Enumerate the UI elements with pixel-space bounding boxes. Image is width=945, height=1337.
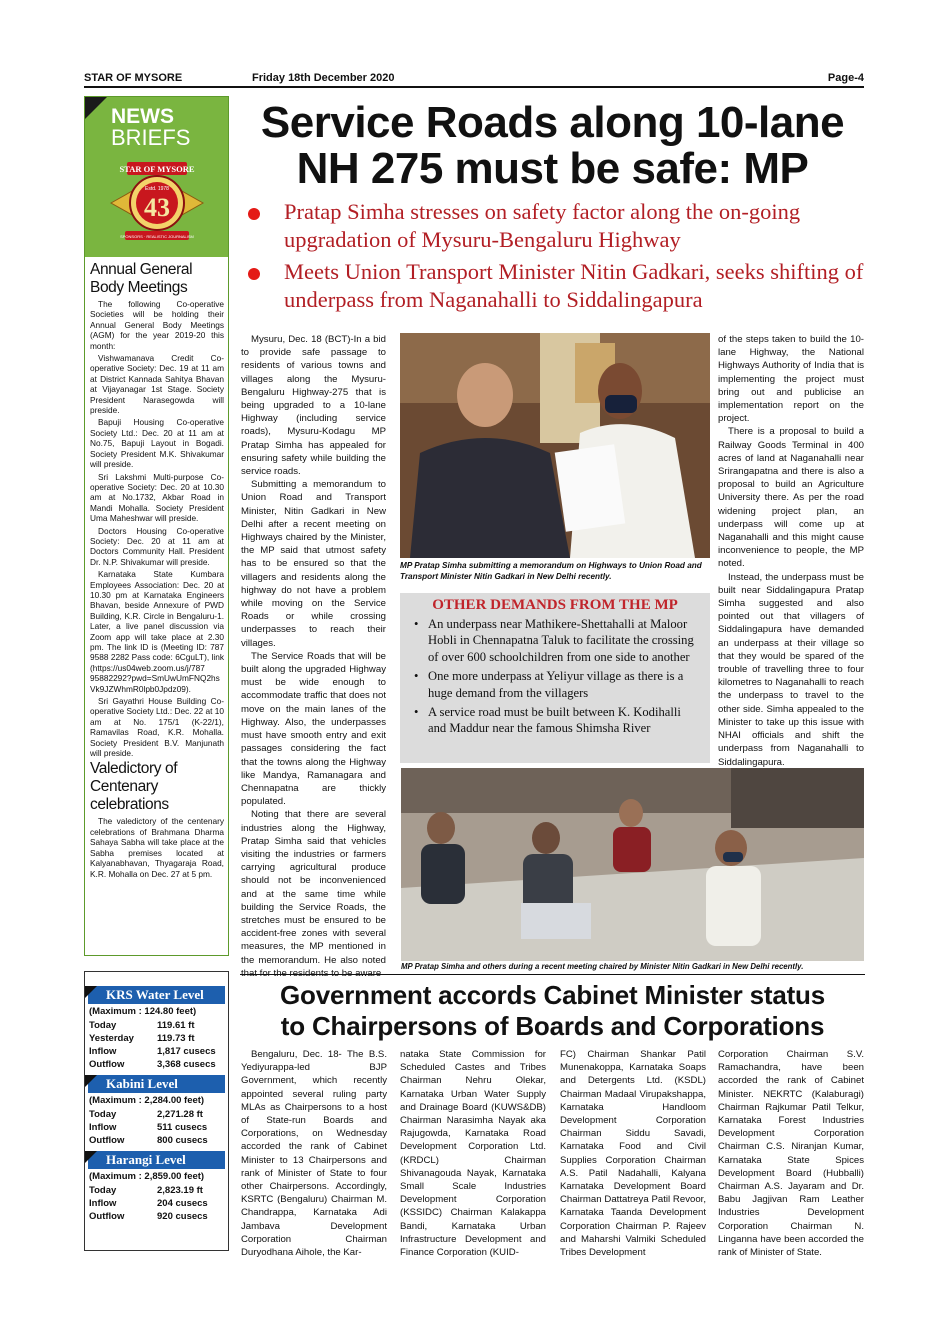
level-row: Inflow 1,817 cusecs bbox=[89, 1046, 216, 1057]
anniversary-badge-icon bbox=[107, 159, 207, 247]
story1-headline: Service Roads along 10-lane NH 275 must be safe: MP bbox=[260, 98, 845, 193]
badge-top-text: STAR OF MYSORE bbox=[119, 164, 195, 174]
bullet-dot-icon bbox=[248, 268, 260, 280]
agm-paragraph: Sri Gayathri House Building Co-operative Society Ltd.: Dec. 22 at 10 am at No. 175/1 (K-22/1), Ramavilas Road, K.R. Mohalla. Society President B.V. Manjunath will preside. bbox=[90, 696, 224, 759]
story1-bullet: Pratap Simha stresses on safety factor along the on-going upgradation of Mysuru-Bengaluru Highway bbox=[248, 198, 868, 254]
other-demands-list bbox=[400, 616, 710, 737]
issue-date: Friday 18th December 2020 bbox=[252, 72, 395, 84]
photo-meeting bbox=[401, 768, 864, 961]
story1-bullet: Meets Union Transport Minister Nitin Gadkari, seeks shifting of underpass from Naganahalli to Siddalingapura bbox=[248, 258, 868, 314]
news-briefs-title: NEWS bbox=[111, 105, 174, 128]
agm-paragraph: Karnataka State Kumbara Employees Association: Dec. 20 at 10.30 pm at Karnataka Engineers Bhavan, beside Annexure of PWD Building, K.R. Circle in Bengaluru-1. Later, a live panel discussion via Zoom app will take place at 2.30 pm. The link ID is (Meeting ID: 787 9588 2282 Pass code: 6CguLT), link (https://us04web.zoom.us/j/787 95882292?pwd=SmUwUmFNQ2hs Vk9JZWhmR0lpb0Jpdz09). bbox=[90, 569, 224, 694]
story1-column-1: Mysuru, Dec. 18 (BCT)-In a bid to provide safe passage to residents of various towns and villages along the Mysuru-Bengaluru Highway-275 that is being upgraded to a 10-lane Highway (including service roads), Mysuru-Kodagu MP Pratap Simha has appealed for ensuring safety while building the service roads. Submitting a memorandum to Union Road and Transport Minister, Nitin Gadkari in New Delhi after a recent meeting on Highways chaired by the Minister, the MP said that utmost safety has to be ensured so that the villagers and residents along the highway do not have a problem while moving on the Service Roads or while crossing underpasses to reach their villages. The Service Roads that will be built along the upgraded Highway must be wide enough to accommodate traffic that does not move on the main lanes of the Highway. Also, the underpasses must have smooth entry and exit passages considering the fact that the towns along the Highway like Mandya, Ramanagara and Chennapatna are thickly populated. Noting that there are several industries along the Highway, Pratap Simha said that vehicles visiting the industries or farmers carrying agricultural produce should not be inconvenienced and at the same time while building the Service Roads, the stretches must be ensured to be accident-free zones with several measures, the MP mentioned in the memorandum. He also noted bbox=[241, 334, 386, 966]
level-row: Outflow 3,368 cusecs bbox=[89, 1059, 216, 1070]
badge-estd-text: Estd. 1978 bbox=[145, 186, 169, 192]
photo-meeting-image bbox=[401, 768, 864, 961]
agm-paragraph: Bapuji Housing Co-operative Society Ltd.: Dec. 20 at 11 am at No.75, Bapuji Layout in Bogadi. Society President M.K. Shivakumar will preside. bbox=[90, 417, 224, 470]
story2-column-4: Corporation Chairman S.V. Ramachandra, have been accorded the rank of Cabinet Minister. NEKRTC (Kalaburagi) Chairman Rajkumar Patil Telkur, Karnataka Forest Industries Development Corporation Chairman C.S. Niranjan Kumar, Karnataka State Spices Development Board (Hubballi) Chairman A.S. Jayaram and Dr. Babu Jagjivan Ram Leather Industries Development Corporation Chairman N. Linganna have been accorded the rank of Minister of State. bbox=[718, 1049, 864, 1259]
news-briefs-body bbox=[90, 261, 224, 881]
water-levels-panel bbox=[84, 971, 229, 1251]
list-item: • One more underpass at Yeliyur village as there is a huge demand from the villagers bbox=[414, 668, 698, 701]
badge-number: 43 bbox=[144, 193, 170, 222]
valedictory-heading: Valedictory of Centenary celebrations bbox=[90, 760, 178, 814]
level-row: Inflow 511 cusecs bbox=[89, 1122, 208, 1133]
photo-memorandum-image bbox=[400, 333, 710, 558]
level-row: Outflow 800 cusecs bbox=[89, 1135, 208, 1146]
harangi-level-title: Harangi Level bbox=[88, 1151, 225, 1169]
section-divider bbox=[240, 974, 865, 975]
page-number: Page-4 bbox=[827, 72, 864, 84]
level-row: Today 2,823.19 ft bbox=[89, 1185, 203, 1196]
agm-paragraph: Vishwamanava Credit Co-operative Society: Dec. 19 at 11 am at District Kannada Sahitya Bhavan at Vijayanagar 1st Stage. Society President Narasegowda will preside. bbox=[90, 353, 224, 416]
kabini-level-title: Kabini Level bbox=[88, 1075, 225, 1093]
level-row: Today 119.61 ft bbox=[89, 1020, 195, 1031]
masthead bbox=[84, 72, 864, 88]
agm-paragraph: Sri Lakshmi Multi-purpose Co-operative Society: Dec. 20 at 10.30 am at No.1732, Akbar Road in Mandi Mohalla. Society President Uma Maheshwar will preside. bbox=[90, 471, 224, 524]
agm-heading: Annual General Body Meetings bbox=[90, 261, 193, 296]
level-row: Outflow 920 cusecs bbox=[89, 1211, 208, 1222]
bullet-dot-icon bbox=[248, 208, 260, 220]
level-row: Yesterday 119.73 ft bbox=[89, 1033, 195, 1044]
krs-level-max: (Maximum : 124.80 feet) bbox=[89, 1006, 197, 1017]
news-briefs-header bbox=[85, 97, 228, 257]
photo-memorandum-caption: MP Pratap Simha submitting a memorandum on Highways to Union Road and Transport Minister Nitin Gadkari in New Delhi recently. bbox=[400, 561, 702, 581]
photo-memorandum bbox=[400, 333, 710, 558]
paper-name: STAR OF MYSORE bbox=[84, 72, 183, 84]
agm-paragraph: Doctors Housing Co-operative Society: Dec. 20 at 11 am at Doctors Community Hall. President Dr. N.P. Shivakumar will preside. bbox=[90, 525, 224, 567]
agm-paragraph: The following Co-operative Societies will be holding their Annual General Body Meetings (AGM) for the year 2019-20 this month: bbox=[90, 299, 224, 351]
other-demands-title: OTHER DEMANDS FROM THE MP bbox=[432, 597, 678, 613]
harangi-level-max: (Maximum : 2,859.00 feet) bbox=[89, 1171, 205, 1182]
list-item: • An underpass near Mathikere-Shettahalli at Maloor Hobli in Chennapatna Taluk to facilitate the crossing of over 600 schoolchildren from one side to another bbox=[414, 616, 698, 665]
story2-headline: Government accords Cabinet Minister status to Chairpersons of Boards and Corporations bbox=[280, 980, 825, 1041]
photo-meeting-caption: MP Pratap Simha and others during a recent meeting chaired by Minister Nitin Gadkari in New Delhi recently. bbox=[401, 962, 804, 971]
list-item: • A service road must be built between K. Kodihalli and Maddur near the famous Shimsha River bbox=[414, 704, 698, 737]
level-row: Today 2,271.28 ft bbox=[89, 1109, 203, 1120]
other-demands-box bbox=[400, 593, 710, 763]
krs-level-title: KRS Water Level bbox=[88, 986, 225, 1004]
story2-column-2: nataka State Commission for Scheduled Castes and Tribes Chairman Nehru Olekar, Karnataka Urban Water Supply and Drainage Board (KUWS&DB) Chairman Narasimha Nayak aka Rajugowda, Karnataka Road Development Corporation Ltd. (KRDCL) Chairman Shivanagouda Nayak, Karnataka Small Scale Industries Development Corporation (KSSIDC) Chairman Kalakappa Bandi, Karnataka Urban Infrastructure Development and Finance Corporation (KUID- bbox=[400, 1049, 546, 1259]
news-briefs-panel bbox=[84, 96, 229, 956]
corner-triangle-icon bbox=[85, 97, 107, 119]
level-row: Inflow 204 cusecs bbox=[89, 1198, 208, 1209]
story1-column-3: of the steps taken to build the 10-lane Highway, the National Highways Authority of India that is implementing the project must bring out and publicise an implementation report on the project. There is a proposal to build a Railway Goods Terminal in 400 acres of land at Naganahalli near Srirangapatna and there is also a proposal to build an Agriculture University there. As per the road widening project plan, an underpass will come up at Naganahalli and this might cause inconvenience to people, the MP noted. Instead, the underpass must be built near Siddalingapura Pratap Simha suggested and also pointed out that villagers of Siddalingapura have demanded an underpass at their village so that they would be spared of the trouble of travelling three to four kilometres to Naganahalli to reach the underpass to travel to the other side. Simha appealed to the Minister to take up this issue with NHAI officials and shift the underpass from Naganahalli to Siddalingapura. bbox=[718, 334, 864, 768]
badge-bottom-text: SPONSORS · REALISTIC JOURNALISM bbox=[120, 234, 194, 239]
kabini-level-max: (Maximum : 2,284.00 feet) bbox=[89, 1095, 205, 1106]
story2-column-3: FC) Chairman Shankar Patil Munenakoppa, Karnataka Soaps and Detergents Ltd. (KSDL) Chairman Madaal Virupakshappa, Karnataka Handloom Development Corporation Chairman Siddu Savadi, Karnataka Food and Civil Supplies Corporation Chairman A.S. Patil Nadahalli, Kalyana Karnataka Development Board Chairman Dattatreya Patil Revoor, Karnataka Taanda Development Corporation Chairman P. Rajeev and Maharshi Valmiki Scheduled Tribes Development bbox=[560, 1049, 706, 1259]
valedictory-paragraph: The valedictory of the centenary celebrations of Brahmana Dharma Sahaya Sabha will take place at the Sabha premises located at Kalyanabhavan, Thyagaraja Road, K.R. Mohalla on Dec. 27 at 5 pm. bbox=[90, 816, 224, 879]
story1-bullets bbox=[248, 198, 868, 318]
story2-column-1: Bengaluru, Dec. 18- The B.S. Yediyurappa-led BJP Government, which recently appointed several ruling party MLAs as Chairpersons to a host of State-run Boards and Corporations, on Wednesday accorded the rank of Cabinet Minister to 13 Chairpersons and rank of Minister of State to four other Chairpersons. Accordingly, KSRTC (Bengaluru) Chairman M. Chandrappa, Karnataka Adi Jambava Development Corporation Chairman Duryodhana Aihole, the Kar- bbox=[241, 1049, 387, 1259]
news-briefs-subtitle: BRIEFS bbox=[111, 125, 191, 150]
